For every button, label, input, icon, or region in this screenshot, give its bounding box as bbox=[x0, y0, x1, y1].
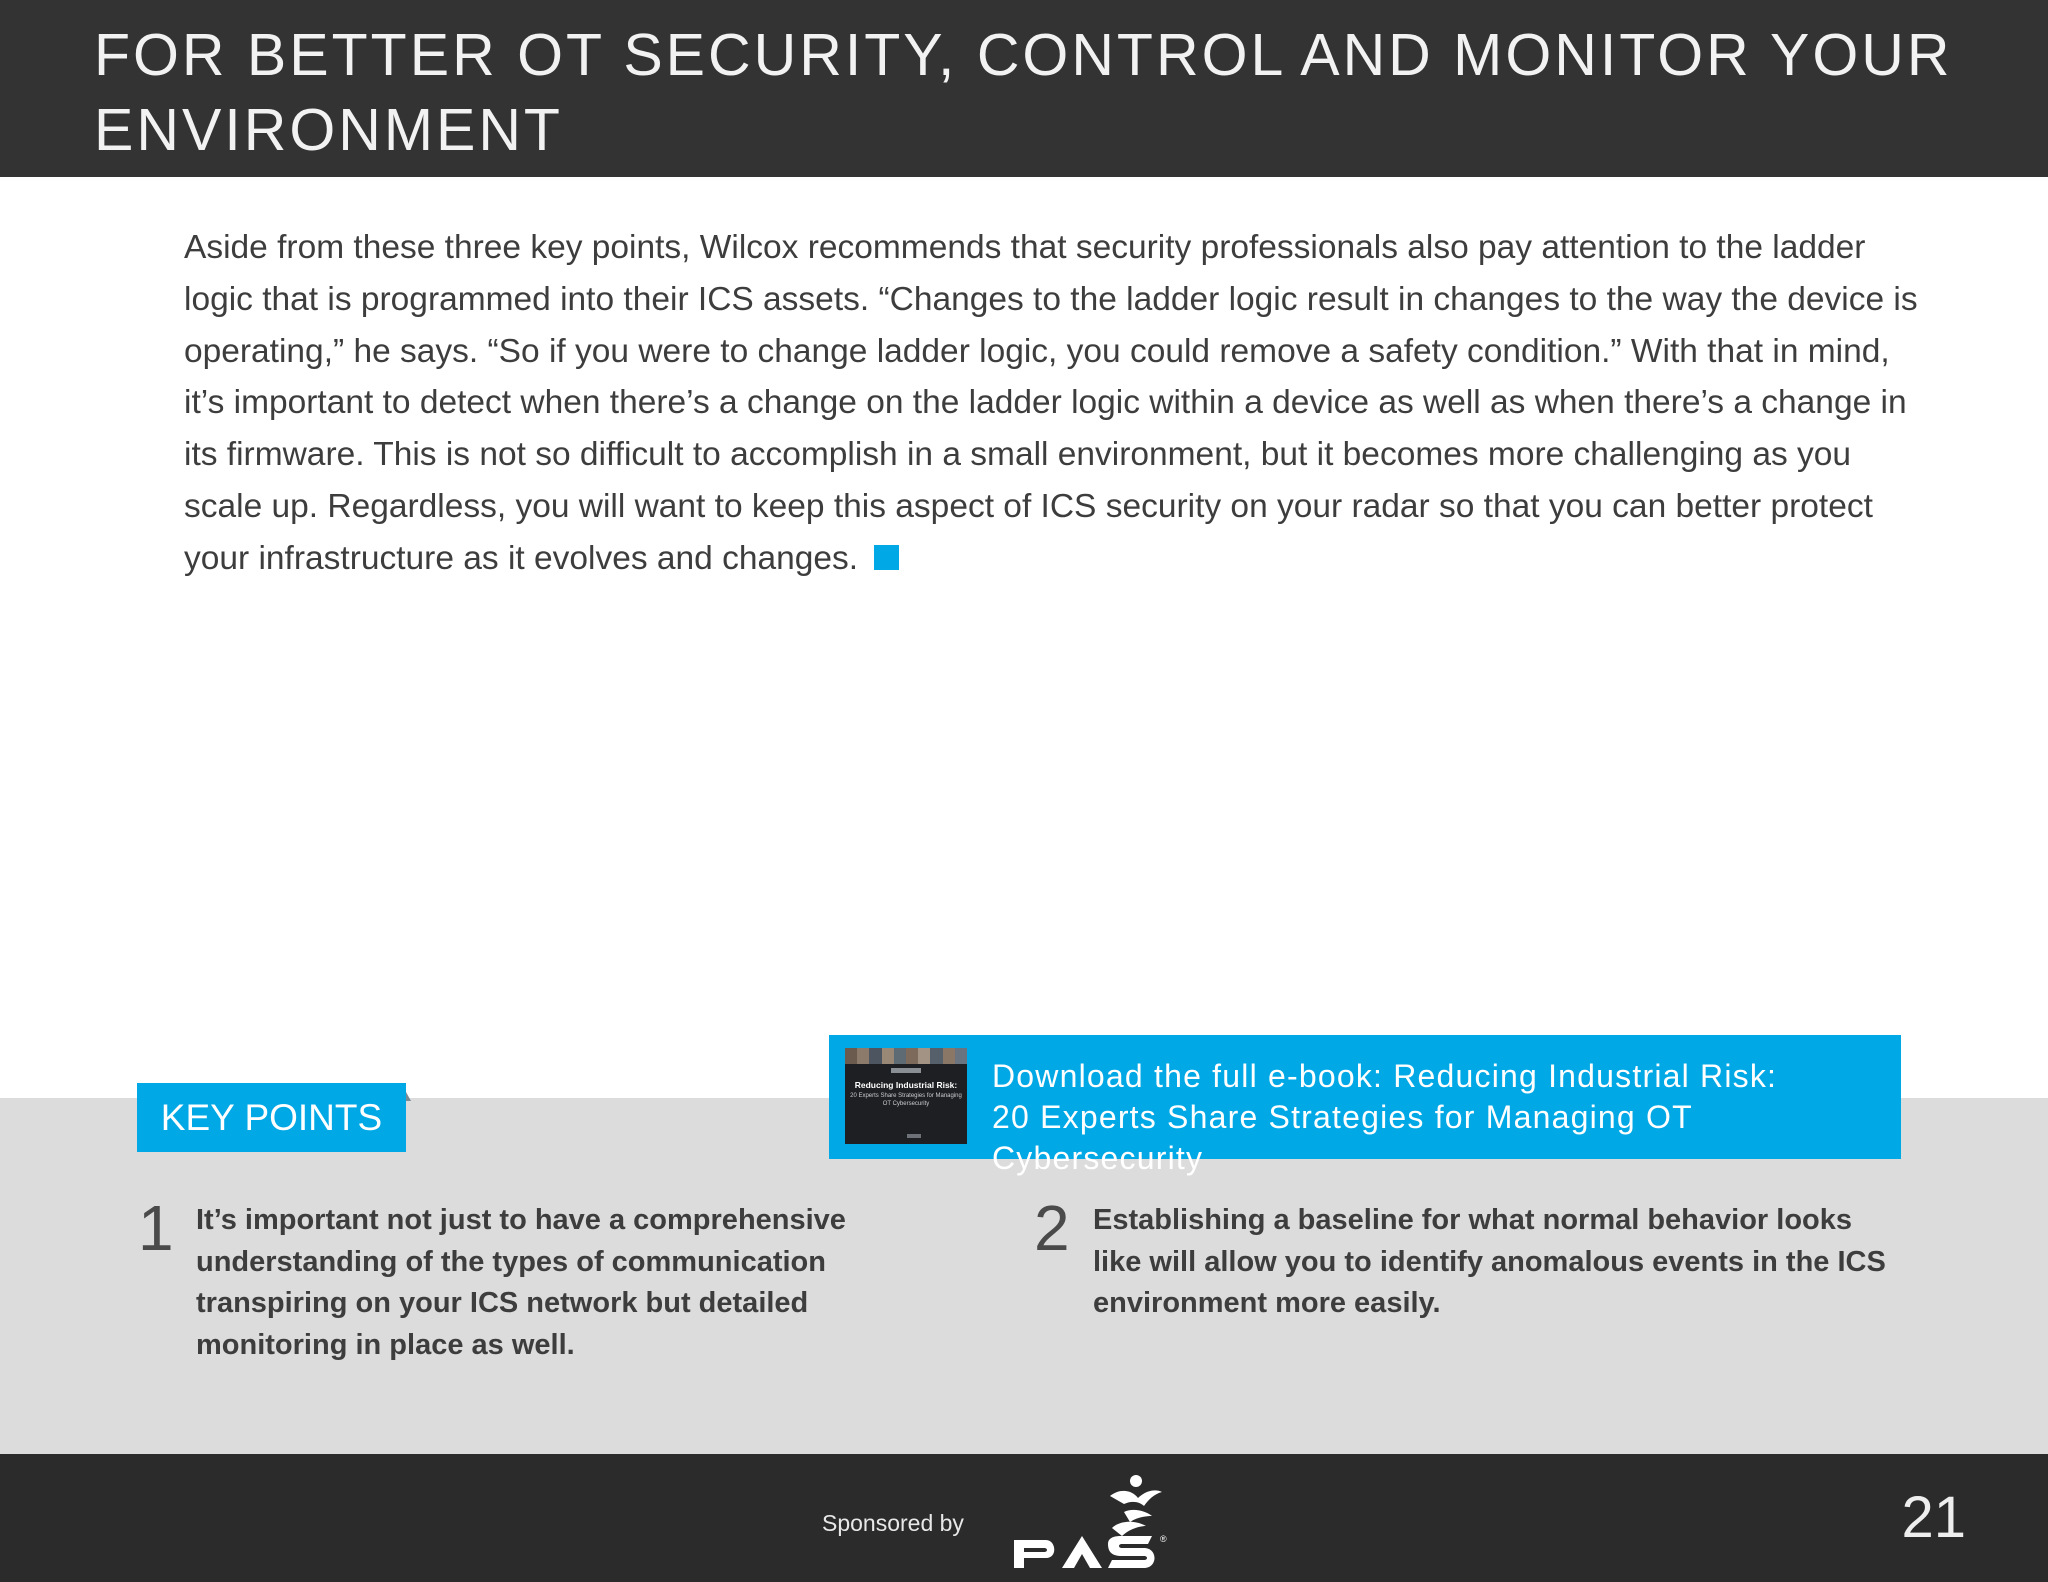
ebook-cover-subtitle: 20 Experts Share Strategies for Managing OT Cybersecurity bbox=[850, 1093, 962, 1107]
ebook-cover-thumbnail bbox=[845, 1048, 967, 1144]
body-paragraph-text: Aside from these three key points, Wilcox recommends that security professionals also pay attention to the ladder logic that is programmed into their ICS assets. “Changes to the ladder logic result in changes to the way the device is operating,” he says. “So if you were to change ladder logic, you could remove a safety condition.” With that in mind, it’s important to detect when there’s a change on the ladder logic within a device as well as when there’s a change in its firmware. This is not so difficult to accomplish in a small environment, but it becomes more challenging as you scale up. Regardless, you will want to keep this aspect of ICS security on your radar so that you can better protect your infrastructure as it evolves and changes. bbox=[184, 229, 1918, 577]
key-point-number: 2 bbox=[1034, 1192, 1070, 1264]
download-ebook-banner[interactable] bbox=[829, 1035, 1901, 1176]
download-line-1: Download the full e-book: Reducing Industrial Risk: bbox=[992, 1058, 1778, 1094]
ebook-cover-sponsor-mark bbox=[907, 1134, 921, 1138]
pas-logo[interactable] bbox=[1012, 1472, 1178, 1572]
key-points-label: KEY POINTS bbox=[137, 1083, 406, 1152]
ebook-cover-publisher-logo bbox=[891, 1068, 921, 1073]
page-footer bbox=[0, 1454, 2048, 1582]
page-header bbox=[0, 0, 2048, 177]
svg-text:®: ® bbox=[1160, 1534, 1167, 1544]
key-point-text: It’s important not just to have a comprehensive understanding of the types of communication transpiring on your ICS network but detailed monitoring in place as well. bbox=[196, 1204, 846, 1361]
key-point-number: 1 bbox=[138, 1192, 174, 1264]
end-of-article-mark bbox=[874, 545, 899, 570]
download-line-2: 20 Experts Share Strategies for Managing OT Cybersecurity bbox=[992, 1099, 1693, 1176]
ebook-cover-title: Reducing Industrial Risk: bbox=[854, 1080, 958, 1090]
key-point-text: Establishing a baseline for what normal behavior looks like will allow you to identify anomalous events in the ICS environment more easily. bbox=[1093, 1204, 1886, 1319]
ebook-cover-photo-strip bbox=[845, 1048, 967, 1064]
page-number: 21 bbox=[1901, 1485, 1966, 1550]
body-paragraph bbox=[184, 222, 1924, 585]
download-ebook-link[interactable] bbox=[992, 1056, 1892, 1179]
sponsored-by-label: Sponsored by bbox=[822, 1510, 964, 1536]
page-title: FOR BETTER OT SECURITY, CONTROL AND MONITOR YOUR ENVIRONMENT bbox=[94, 22, 1953, 163]
